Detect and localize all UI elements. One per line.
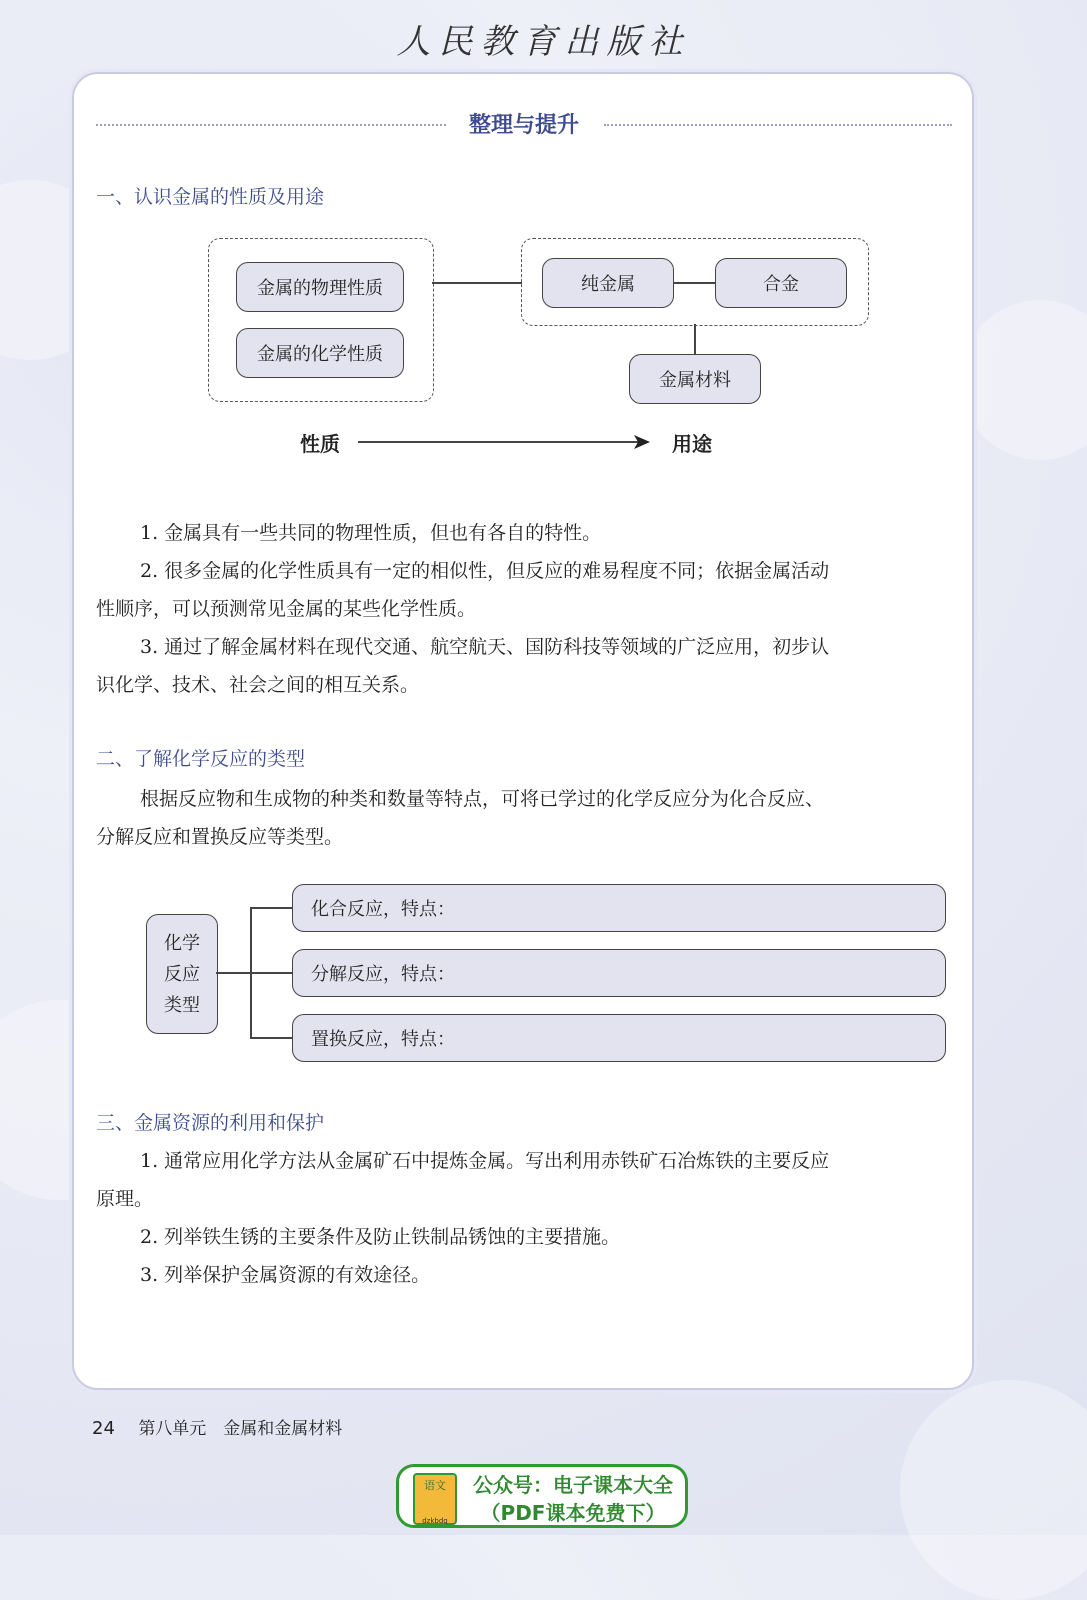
alloy-box: 合金 <box>715 258 847 308</box>
section-title: 整理与提升 <box>96 108 952 139</box>
part2-line: 根据反应物和生成物的种类和数量等特点，可将已学过的化学反应分为化合反应、 <box>140 788 825 810</box>
page-number: 24 <box>92 1418 115 1439</box>
connector-line <box>673 282 715 284</box>
promo-badge[interactable] <box>396 1464 688 1528</box>
promo-line-1: 公众号：电子课本大全 <box>473 1473 673 1497</box>
pure-metal-box: 纯金属 <box>542 258 674 308</box>
connector-line <box>250 972 292 974</box>
part1-item: 3. 通过了解金属材料在现代交通、航空航天、国防科技等领域的广泛应用，初步认 <box>140 636 830 658</box>
part3-item: 2. 列举铁生锈的主要条件及防止铁制品锈蚀的主要措施。 <box>140 1226 621 1248</box>
reaction-type-root: 化学 反应 类型 <box>146 914 218 1034</box>
decomposition-reaction-box: 分解反应，特点： <box>292 949 946 997</box>
connector-line <box>216 972 250 974</box>
content-card <box>72 72 974 1390</box>
part1-heading: 一、认识金属的性质及用途 <box>96 186 325 208</box>
book-icon: 语文 dzkbdq <box>413 1473 457 1525</box>
axis-label-properties: 性质 <box>300 432 340 456</box>
physical-properties-box: 金属的物理性质 <box>236 262 404 312</box>
combination-reaction-box: 化合反应，特点： <box>292 884 946 932</box>
promo-line-2: （PDF课本免费下） <box>480 1501 666 1525</box>
chemical-properties-box: 金属的化学性质 <box>236 328 404 378</box>
part1-item: 2. 很多金属的化学性质具有一定的相似性，但反应的难易程度不同；依据金属活动 <box>140 560 830 582</box>
connector-line <box>250 907 292 909</box>
displacement-reaction-box: 置换反应，特点： <box>292 1014 946 1062</box>
bg-circle <box>960 300 1087 460</box>
page-footer <box>92 1414 342 1439</box>
axis-arrow-line <box>358 441 638 443</box>
part2-heading: 二、了解化学反应的类型 <box>96 748 306 770</box>
part3-item: 3. 列举保护金属资源的有效途径。 <box>140 1264 431 1286</box>
part3-item: 原理。 <box>96 1188 154 1210</box>
section-header <box>96 108 952 142</box>
connector-line <box>432 282 522 284</box>
connector-line <box>250 1037 292 1039</box>
connector-line <box>694 324 696 354</box>
axis-label-uses: 用途 <box>672 432 712 456</box>
part1-item: 识化学、技术、社会之间的相互关系。 <box>96 674 420 696</box>
unit-title: 第八单元 金属和金属材料 <box>138 1419 343 1439</box>
metal-material-box: 金属材料 <box>629 354 761 404</box>
arrowhead-icon <box>634 435 650 449</box>
publisher-logo: 人民教育出版社 <box>396 22 691 62</box>
part1-item: 性顺序，可以预测常见金属的某些化学性质。 <box>96 598 477 620</box>
part3-heading: 三、金属资源的利用和保护 <box>96 1112 325 1134</box>
part1-item: 1. 金属具有一些共同的物理性质，但也有各自的特性。 <box>140 522 602 544</box>
bg-circle <box>900 1380 1087 1600</box>
part3-item: 1. 通常应用化学方法从金属矿石中提炼金属。写出利用赤铁矿石冶炼铁的主要反应 <box>140 1150 830 1172</box>
part2-line: 分解反应和置换反应等类型。 <box>96 826 344 848</box>
